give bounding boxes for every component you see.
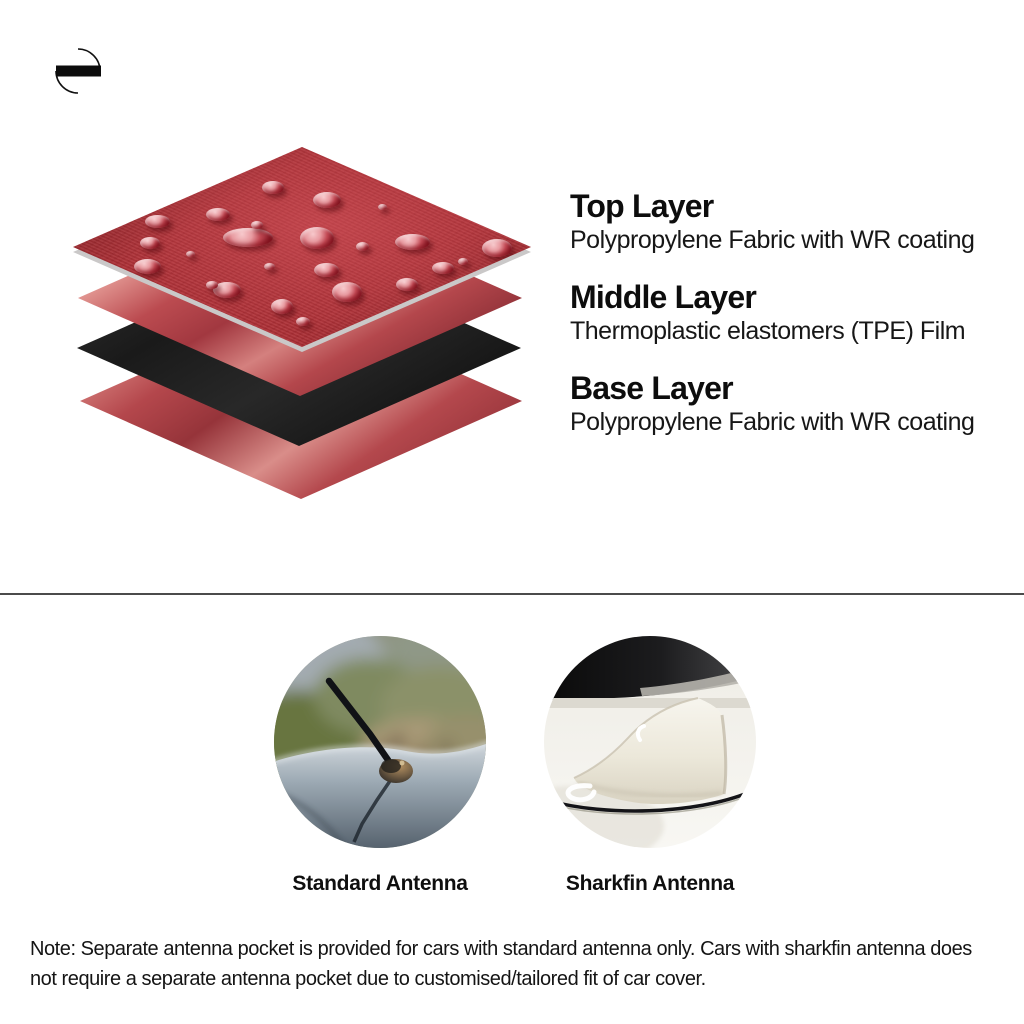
layer-block-middle bbox=[570, 281, 1000, 346]
water-droplet bbox=[271, 299, 293, 314]
water-droplet bbox=[206, 208, 230, 221]
water-droplet bbox=[206, 281, 218, 289]
water-droplet bbox=[313, 192, 341, 208]
water-droplet bbox=[458, 258, 468, 265]
water-droplet bbox=[300, 227, 334, 249]
sharkfin-antenna-caption: Sharkfin Antenna bbox=[565, 872, 735, 895]
standard-antenna-caption: Standard Antenna bbox=[292, 872, 468, 895]
water-droplet bbox=[296, 317, 310, 326]
water-droplet bbox=[482, 239, 512, 257]
layer-title: Base Layer bbox=[570, 370, 733, 406]
water-droplet bbox=[396, 278, 418, 291]
layer-block-base bbox=[570, 372, 1000, 437]
water-droplet bbox=[251, 221, 263, 229]
layer-subtitle: Thermoplastic elastomers (TPE) Film bbox=[570, 317, 966, 345]
water-droplet bbox=[332, 282, 362, 302]
water-droplet bbox=[145, 215, 170, 228]
layer-title: Top Layer bbox=[570, 188, 714, 224]
layer-title: Middle Layer bbox=[570, 279, 757, 315]
water-droplet bbox=[134, 259, 161, 274]
water-droplet bbox=[186, 251, 195, 257]
water-droplet bbox=[432, 262, 454, 274]
water-droplet bbox=[395, 234, 430, 250]
water-droplet bbox=[140, 237, 160, 249]
layer-descriptions bbox=[570, 190, 1000, 463]
water-droplet bbox=[262, 181, 284, 194]
standard-antenna-photo bbox=[274, 636, 486, 848]
water-droplet bbox=[378, 204, 387, 210]
water-droplet bbox=[264, 263, 275, 270]
sharkfin-antenna-photo bbox=[544, 636, 756, 848]
water-droplet bbox=[223, 228, 273, 247]
layer-block-top bbox=[570, 190, 1000, 255]
water-droplet bbox=[356, 242, 369, 251]
layer-subtitle: Polypropylene Fabric with WR coating bbox=[570, 226, 975, 254]
antenna-pocket-note: Note: Separate antenna pocket is provided for cars with standard antenna only. Cars with sharkfin antenna does not require a separate antenna pocket due to customised/tailored fit of car cover. bbox=[30, 938, 972, 990]
section-divider bbox=[0, 593, 1024, 595]
water-droplet bbox=[314, 263, 339, 277]
layer-subtitle: Polypropylene Fabric with WR coating bbox=[570, 408, 975, 436]
